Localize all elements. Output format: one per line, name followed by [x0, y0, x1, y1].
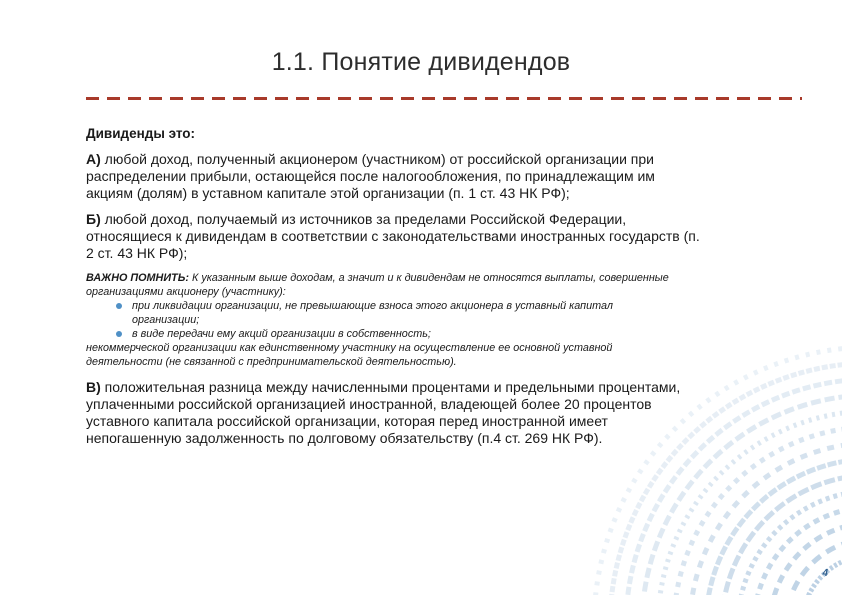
note-bullet-1: [86, 299, 798, 327]
item-a-marker: А): [86, 151, 101, 167]
item-a-line-3: акциям (долям) в уставном капитале этой организации (п. 1 ст. 43 НК РФ);: [86, 185, 570, 201]
item-v-line-4: непогашенную задолженность по долговому обязательству (п.4 ст. 269 НК РФ).: [86, 430, 603, 446]
note-line-2: организациями акционеру (участнику):: [86, 286, 286, 298]
item-a-line-1: любой доход, полученный акционером (участником) от российской организации при: [100, 151, 654, 167]
slide-title: 1.1. Понятие дивидендов: [271, 48, 571, 76]
item-v: [86, 379, 798, 447]
title-divider: [86, 97, 802, 100]
note-bullet-1-line-2: организации;: [132, 314, 200, 326]
note-bullet-2: [86, 327, 798, 341]
note-bullet-2-line-1: в виде передачи ему акций организации в собственность;: [132, 328, 431, 340]
item-b-marker: Б): [86, 211, 101, 227]
intro-text: Дивиденды это:: [86, 126, 196, 141]
item-b-line-2: относящиеся к дивидендам в соответствии с законодательствами иностранных государств (п.: [86, 228, 700, 244]
item-v-line-3: уставного капитала российской организации, которая перед иностранной имеет: [86, 413, 608, 429]
decorative-arc: [770, 523, 842, 595]
note-line-3: некоммерческой организации как единственному участнику на осуществление ее основной уставной: [86, 342, 613, 354]
item-v-line-1: положительная разница между начисленными процентами и предельными процентами,: [100, 379, 681, 395]
note-line-1: К указанным выше доходам, а значит и к дивидендам не относятся выплаты, совершенные: [188, 272, 669, 284]
item-a-line-2: распределении прибыли, остающейся после налогообложения, по принадлежащим им: [86, 168, 655, 184]
important-note: [86, 271, 798, 369]
note-line-4: деятельности (не связанной с предпринимательской деятельностью).: [86, 356, 457, 368]
item-b-line-1: любой доход, получаемый из источников за пределами Российской Федерации,: [100, 211, 627, 227]
page-number: 4: [822, 568, 828, 579]
slide-content: [86, 126, 798, 456]
bullet-dot-icon: [116, 331, 122, 337]
note-bullet-1-line-1: при ликвидации организации, не превышающие взноса этого акционера в уставный капитал: [132, 300, 613, 312]
item-b: [86, 211, 798, 262]
item-v-marker: В): [86, 379, 101, 395]
item-b-line-3: 2 ст. 43 НК РФ);: [86, 245, 188, 261]
note-lead: ВАЖНО ПОМНИТЬ:: [86, 272, 189, 284]
item-a: [86, 151, 798, 202]
item-v-line-2: уплаченными российской организацией иностранной, владеющей более 20 процентов: [86, 396, 652, 412]
bullet-dot-icon: [116, 303, 122, 309]
